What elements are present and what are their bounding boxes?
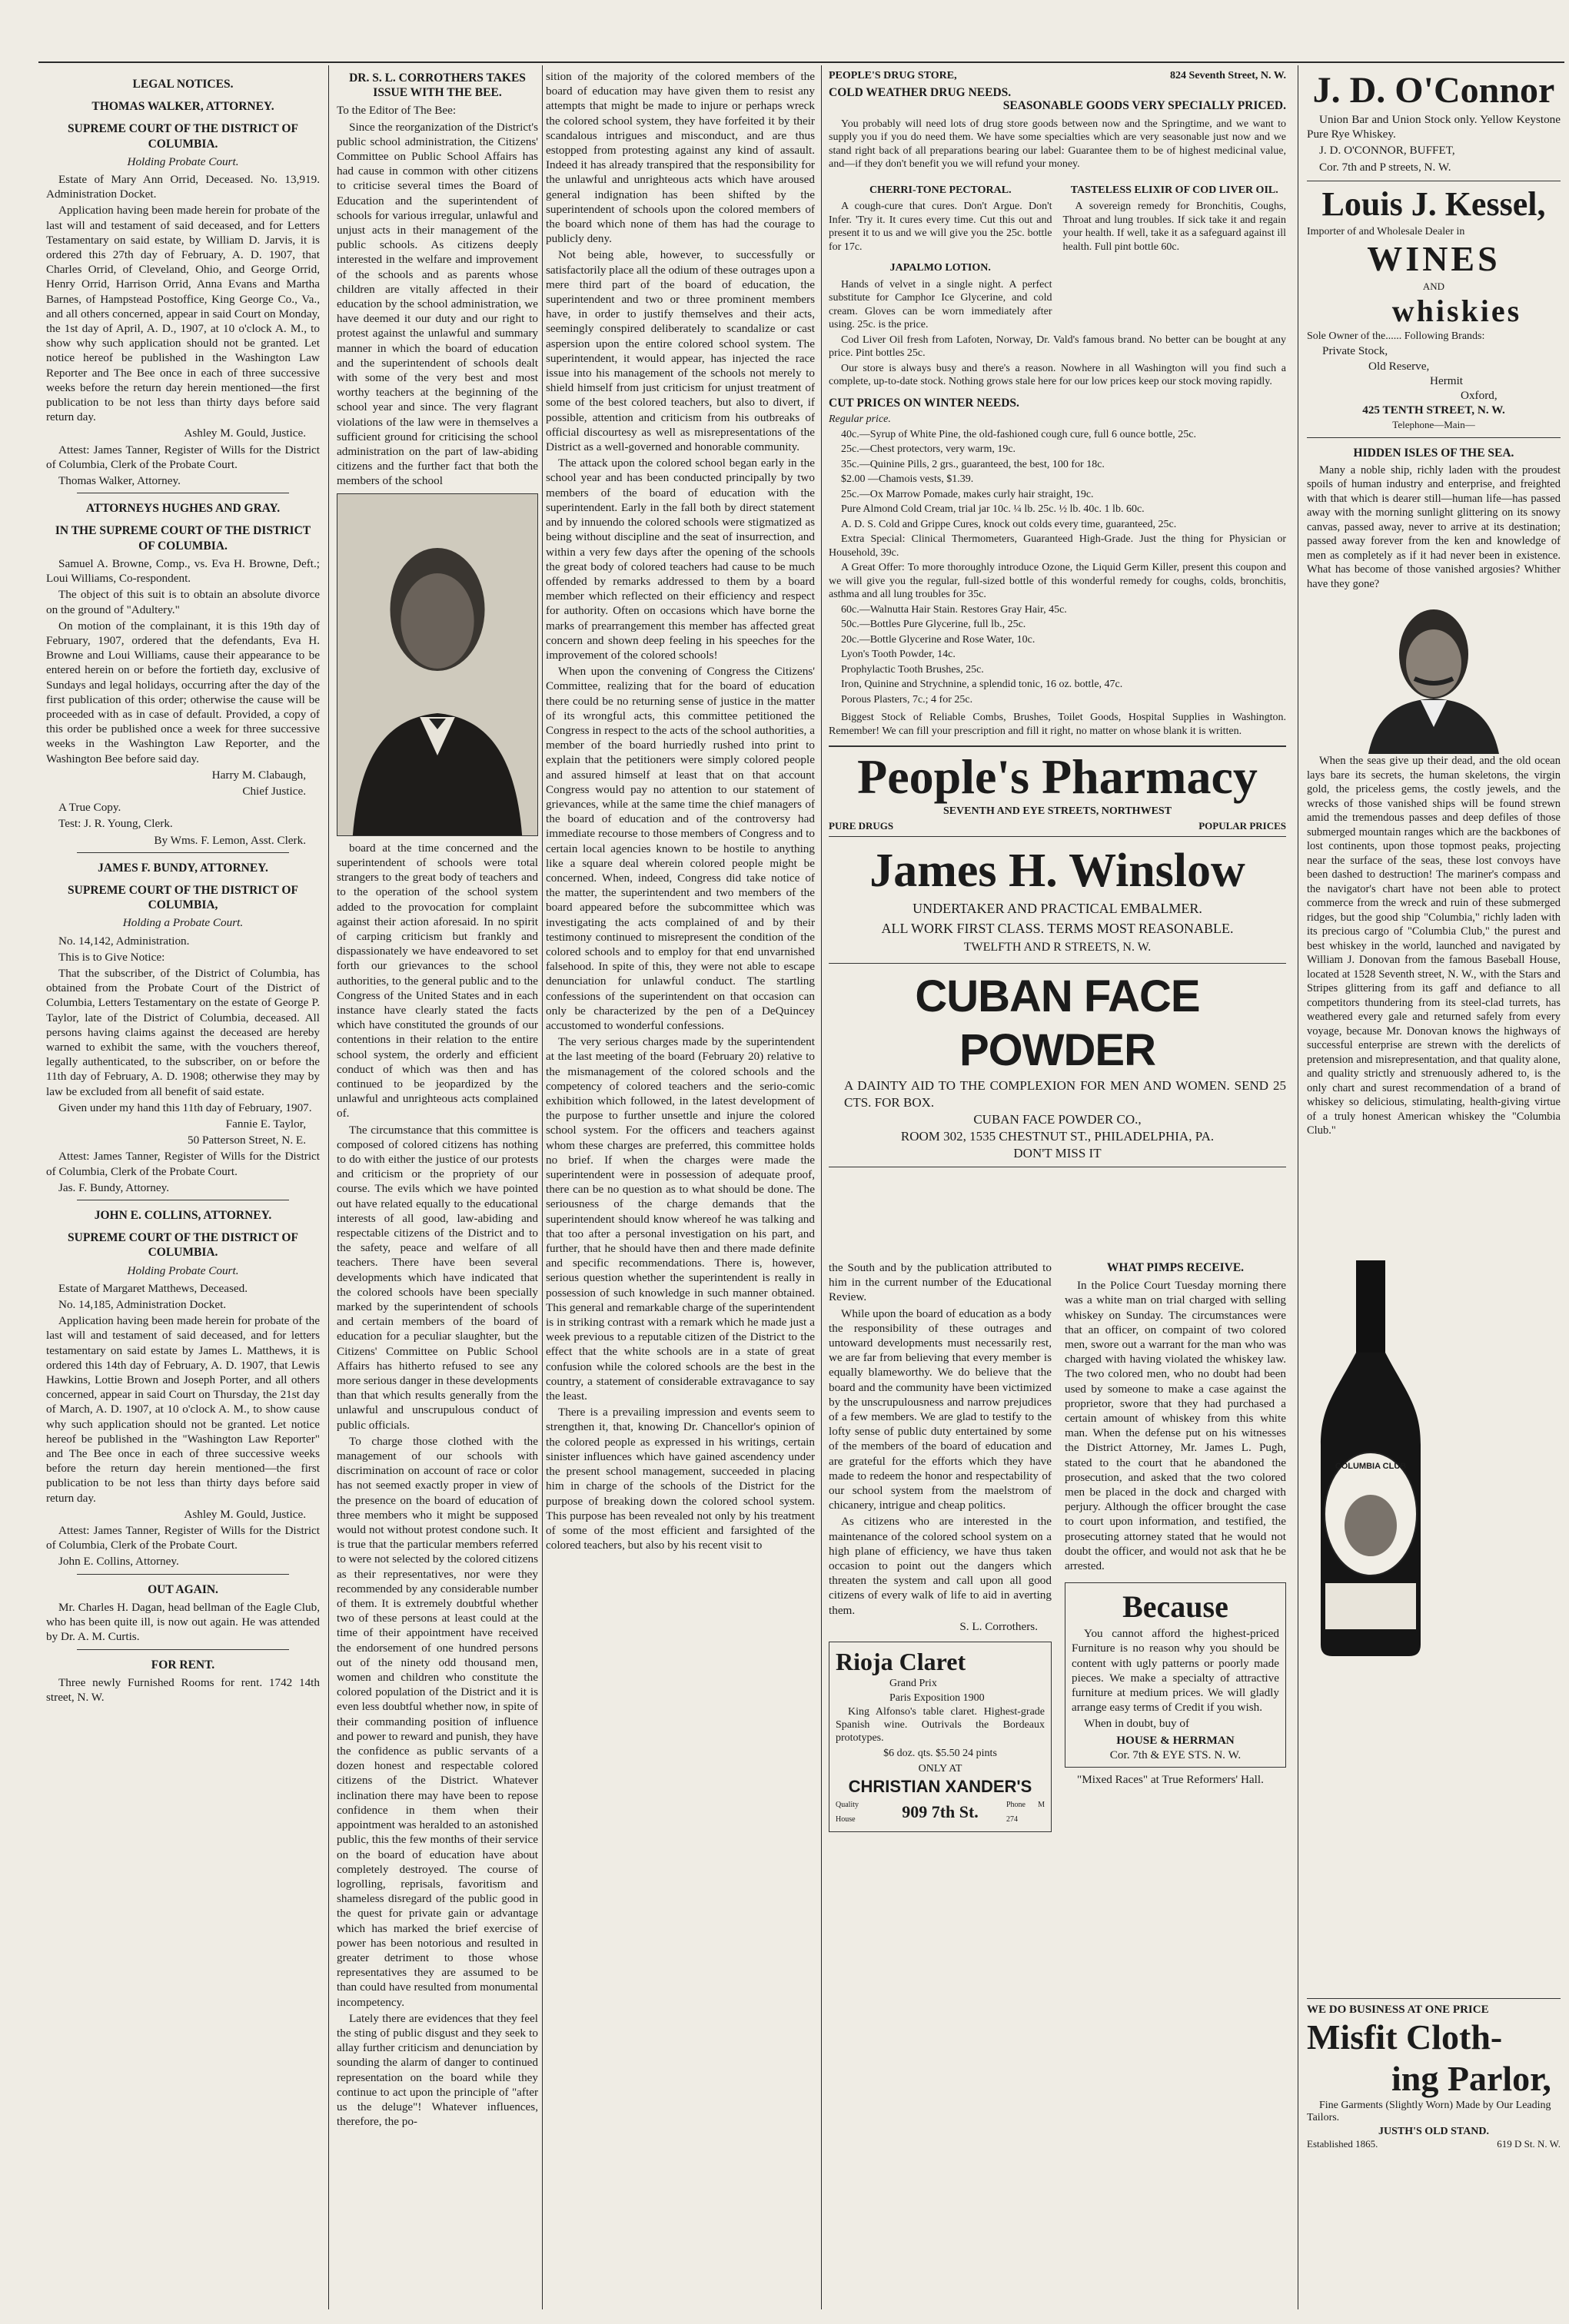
article-paragraph: Not being able, however, to successfully or satisfactorily place all the odium of these outrages upon a mere third part of the board of education, the superintendent and two or three prominent members have, in order to justify themselves and their acts, seemingly conspired deliberately to scandalize or cast aspersion upon the entire colored school system. The superintendent, it would appear, has injected the race issue into his management of the schools not merely to shield himself from just criticism for unjust treatment of some of the best colored teachers, but also to divert, if possible, attention and criticism from his outbreaks of official discourtesy as well as misrepresentations of the District as a well-governed and honorable community. (546, 248, 815, 454)
misfit-address: 619 D St. N. W. (1497, 2138, 1561, 2150)
divider (77, 1574, 289, 1575)
because-store: HOUSE & HERRMAN (1116, 1733, 1235, 1747)
man-portrait-icon (1307, 593, 1561, 754)
pharmacy-address: SEVENTH AND EYE STREETS, NORTHWEST (942, 805, 1172, 817)
article-column-2 (337, 69, 538, 2313)
article-paragraph: Since the reorganization of the District's public school administration, the Citizens' Committee on Public School Affairs has had cause in common with other citizens to criticise several times the Board of Education and the superintendent of schools for various irregular, unlawful and unjust acts in their management of the public schools. As citizens deeply interested in the welfare and improvement of the schools and as parents whose children are vitally affected in their education by the school administration, we have deemed it our duty and our right to protest against the unlawful and summary manner in which the board of education and the superintendent of schools dealt with some of the very best and most worthy teachers at the beginning of the school year and since. The very flagrant violations of the law were in themselves a sufficient ground for criticising the school administration on the part of law-abiding citizens and the further fact that both the members of the school (337, 120, 538, 488)
price-item: 20c.—Bottle Glycerine and Rose Water, 10c. (841, 633, 1035, 646)
bottle-label: COLUMBIA CLUB (1335, 1462, 1407, 1471)
cuban-line: CUBAN FACE POWDER CO., (973, 1112, 1142, 1127)
article-paragraph: As citizens who are interested in the maintenance of the colored school system on a high plane of efficiency, we have thus taken occasion to point out the dangers which threaten the system and call upon all good citizens of every walk of life to aid in averting them. (829, 1515, 1052, 1617)
kessel-brand: Old Reserve, (1368, 359, 1430, 373)
mixed-races-text: "Mixed Races" at True Reformers' Hall. (1077, 1773, 1264, 1787)
price-item: Pure Almond Cold Cream, trial jar 10c. ¼ lb. 25c. ½ lb. 40c. 1 lb. 60c. (841, 503, 1145, 515)
cuban-line: ROOM 302, 1535 CHESTNUT ST., PHILADELPHIA, PA. (900, 1129, 1215, 1144)
price-item: $2.00 —Chamois vests, $1.39. (841, 473, 974, 485)
notice-text: Estate of Mary Ann Orrid, Deceased. No. 13,919. Administration Docket. (46, 173, 320, 201)
kessel-wines: WINES (1367, 239, 1501, 279)
article-headline: DR. S. L. CORROTHERS TAKES ISSUE WITH THE BEE. (349, 71, 526, 100)
cuban-face-powder-ad (829, 968, 1286, 1167)
winslow-name: James H. Winslow (869, 845, 1245, 898)
notice-text: A True Copy. (58, 801, 121, 815)
notice-attorney: JAMES F. BUNDY, ATTORNEY. (98, 861, 268, 875)
article-salutation: To the Editor of The Bee: (337, 104, 457, 118)
article-paragraph: There is a prevailing impression and events seem to strengthen it, that, knowing Dr. Chancellor's opinion of the colored people as expressed in his writings, certain sinister influences which have gained ascendency under the present school management, succeeded in placing him in charge of the schools of the District for the purpose of breaking down the colored school system. This purpose has been revealed not only by his treatment of some of the most efficient and farsighted of the colored teachers, but also by his recent visit to (546, 1406, 815, 1552)
misfit-title: Misfit Cloth- (1307, 2017, 1503, 2057)
pharmacy-right-tag: POPULAR PRICES (1198, 820, 1286, 832)
notice-signature: By Wms. F. Lemon, Asst. Clerk. (154, 833, 306, 847)
misfit-clothing-ad (1307, 1998, 1561, 2311)
notice-court: SUPREME COURT OF THE DISTRICT OF COLUMBIA, (68, 883, 298, 912)
portrait-icon (337, 494, 537, 835)
because-when: When in doubt, buy of (1084, 1717, 1190, 1731)
rioja-claret-ad (829, 1642, 1052, 1832)
article-paragraph: The circumstance that this committee is composed of colored citizens has nothing to do with either the justice of our protests and criticism or the propriety of our course. The evils which we have pointed out have related equally to the educational interests of all good, law-abiding and respectable citizens of the District and to the safety, peace and welfare of all teachers. There have been several developments which have indicated that the colored schools have been specially marked by the superintendent of schools and certain members of the board of education for a peculiar slaughter, but the Citizens' Committee on Public School Affairs has hitherto refused to see any more serious danger in these developments than that which results generally from the unlawful and unscrupulous conduct of public officials. (337, 1123, 538, 1432)
misfit-store: JUSTH'S OLD STAND. (1378, 2126, 1490, 2137)
isles-title: HIDDEN ISLES OF THE SEA. (1353, 446, 1514, 460)
notice-text: Attest: James Tanner, Register of Wills for the District of Columbia, Clerk of the Probate Court. (46, 1524, 320, 1552)
notice-text: Attest: James Tanner, Register of Wills for the District of Columbia, Clerk of the Probate Court. (46, 1150, 320, 1178)
misfit-established: Established 1865. (1307, 2138, 1378, 2150)
notice-text: This is to Give Notice: (58, 950, 165, 964)
article-paragraph: The very serious charges made by the superintendent at the last meeting of the board (February 20) relative to the mismanagement of the colored schools and the competency of colored teachers and the serio-comic exhibition which followed, in the latest development of the purpose to further unsettle and injure the colored school system. For the officers and teachers against whom these charges are preferred, this committee holds no brief. If when the charges were made the superintendent were in possession of adequate proof, there can be no question as to what should be done. The seriousness of the charge demands that the superintendent should know whereof he was talking and that too after a personal investigation on his part, and further, that he should have then and there made definite and specific recommendations. There is, however, serious question whether the superintendent is really in possession of such knowledge in such manner obtained. This general and remarkable charge of the superintendent is in striking contrast with a remark which he made just a week previous to a reputable citizen of the District to the effect that the white schools are in a state of great confusion while the colored schools are the best in the country, a statement of considerable extravagance to say the least. (546, 1035, 815, 1403)
price-item: Porous Plasters, 7c.; 4 for 25c. (841, 693, 973, 706)
notice-text: No. 14,185, Administration Docket. (58, 1298, 227, 1312)
kessel-telephone: Telephone—Main— (1392, 419, 1475, 431)
ads-column-6 (1307, 69, 1561, 2313)
drug-store-ad (829, 69, 1286, 738)
because-address: Cor. 7th & EYE STS. N. W. (1109, 1748, 1242, 1761)
price-item: 25c.—Ox Marrow Pomade, makes curly hair straight, 19c. (841, 488, 1094, 500)
notice-attorney: ATTORNEYS HUGHES AND GRAY. (85, 502, 281, 516)
notice-signature: Chief Justice. (242, 784, 306, 798)
japalmo-title: JAPALMO LOTION. (889, 262, 991, 274)
oconnor-ad (1307, 69, 1561, 181)
kessel-title: Louis J. Kessel, (1321, 184, 1546, 223)
pharmacy-name: People's Pharmacy (857, 749, 1258, 804)
top-rule (38, 61, 1564, 63)
price-item: A. D. S. Cold and Grippe Cures, knock out colds every time, guaranteed, 25c. (841, 518, 1177, 530)
man-portrait (1307, 593, 1561, 754)
article-column-3 (546, 69, 815, 2313)
rioja-line: Paris Exposition 1900 (889, 1692, 985, 1705)
columbia-club-bottle (1313, 1260, 1428, 1660)
article-paragraph: board at the time concerned and the superintendent of schools were total strangers to the great body of teachers and to the operation of the school system added to the provocation for complaint against their action aforesaid. In no spirit of carping criticism but frankly and dispassionately we have endeavored to set forth our grievances to the school authorities, to the general public and to the Congress of the United States and in each instance have clearly stated the facts which have constituted the grounds of our contentions in their relation to the entire school system, the orderly and efficient conduct of which was then and has continued to be jeopardized by the unlawful and unrighteous acts complained of. (337, 841, 538, 1120)
kessel-brand: Private Stock, (1322, 344, 1388, 358)
notice-subhead: Holding Probate Court. (127, 154, 239, 168)
winslow-line: UNDERTAKER AND PRACTICAL EMBALMER. (912, 901, 1202, 917)
rioja-text: King Alfonso's table claret. Highest-grade Spanish wine. Outrivals the Bordeaux prototypes. (836, 1706, 1045, 1745)
kessel-and: AND (1422, 281, 1445, 293)
price-item: Prophylactic Tooth Brushes, 25c. (841, 663, 984, 676)
rioja-title: Rioja Claret (836, 1648, 966, 1676)
kessel-sub: Importer of and Wholesale Dealer in (1307, 225, 1465, 237)
notice-text: Thomas Walker, Attorney. (58, 474, 181, 488)
drug-subheadline: SEASONABLE GOODS VERY SPECIALLY PRICED. (1002, 99, 1286, 112)
misfit-title: ing Parlor, (1391, 2059, 1551, 2098)
notice-text: Samuel A. Browne, Comp., vs. Eva H. Browne, Deft.; Loui Williams, Co-respondent. (46, 556, 320, 586)
pimps-text: In the Police Court Tuesday morning there was a white man on trial charged with selling whiskey on Sunday. The circumstances were that an officer, on compaint of two colored men, swore out a warrant for the man who was charged with having violated the whiskey law. The two colored men, who no doubt had been used by someone to make a case against the proprietor, swore that they had purchased a certain amount of whiskey from this white man. When the defense put on his witnesses the District Attorney, Mr. James L. Pugh, stated to the court that he abandoned the prosecution, and asked that the two colored men be placed in the dock and charged with perjury. Although the officer brought the case to court upon information, and testified, the prosecuting attorney stated that he would not doubt the officer, and would not ask that he be arrested. (1065, 1279, 1286, 1573)
bottle-icon (1313, 1260, 1428, 1660)
isles-text: When the seas give up their dead, and the old ocean lays bare its secrets, the human skeletons, the virgin gold, the priceless gems, the costly jewels, and the wrecks of those vanished ships will be found strewn amid the tremendous passes and deep defiles of those submerged mountain ranges which are the backbones of lost continents, upon those topmost peaks, projecting near the surface of the seas, these lost convoys have been dashed to destruction! The mariner's compass and the navigator's chart have not been able to protect commerce from the wreck and ruin of these submerged ridges, but the good ship "Columbia," richly laden with its precious cargo of "Columbia Club," the purest and best whiskey in the world, launched and navigated by William J. Donovan from the famous Baseball House, located at 1528 Seventh street, N. W., with the Stars and Stripes glittering from its gaff and defiance to all competitors thundering from its steel-clad turrets, has weathered every gale and returned safely from every voyage, because Mr. Donovan knows the highways of successful enterprise are strewn with the derelicts of pretension and misrepresentation, and that quality alone, and quality strictly and strenuously adhered to, is the only chart and surest recommendation of a brand of whiskey so delicious, stimulating, health-giving virtue of a truly honest American whiskey the "Columbia Club." (1307, 755, 1561, 1137)
notice-text: Test: J. R. Young, Clerk. (58, 817, 173, 831)
cherri-tone-title: CHERRI-TONE PECTORAL. (869, 184, 1012, 196)
notice-signature: Ashley M. Gould, Justice. (184, 427, 306, 440)
article-paragraph: the South and by the publication attributed to him in the current number of the Educational Review. (829, 1261, 1052, 1304)
rioja-only: ONLY AT (918, 1762, 962, 1775)
column-rule (821, 65, 822, 2309)
kessel-brand: Oxford, (1461, 389, 1498, 403)
notice-text: Jas. F. Bundy, Attorney. (58, 1180, 170, 1194)
notice-court: IN THE SUPREME COURT OF THE DISTRICT OF COLUMBIA. (55, 524, 311, 553)
notice-text: Attest: James Tanner, Register of Wills for the District of Columbia, Clerk of the Probate Court. (46, 443, 320, 471)
divider (77, 852, 289, 853)
cod-liver-text: Cod Liver Oil fresh from Lafoten, Norway, Dr. Vald's famous brand. No better can be bought at any price. Pint bottles 25c. (829, 334, 1286, 359)
cuban-line: A DAINTY AID TO THE COMPLEXION FOR MEN AND WOMEN. SEND 25 CTS. FOR BOX. (844, 1078, 1286, 1111)
out-again-text: Mr. Charles H. Dagan, head bellman of the Eagle Club, who has been quite ill, is now out again. He was attended by Dr. A. M. Curtis. (46, 1600, 320, 1644)
price-item: Extra Special: Clinical Thermometers, Guaranteed High-Grade. Just the thing for Physician or Household, 39c. (829, 533, 1286, 559)
isles-text: Many a noble ship, richly laden with the proudest spoils of human industry and enterprise, and freighted with that which is dearer still—human life—has passed away with the morning sunlight glittering on its snowy canvas, passed away, never to arrive at its destination; passed away forever from the ken and knowledge of men as completely as if it had never been in existence. What has become of those vanished argosies? Whither have they gone? (1307, 463, 1561, 590)
winslow-line: TWELFTH AND R STREETS, N. W. (963, 941, 1152, 954)
notice-attorney: JOHN E. COLLINS, ATTORNEY. (94, 1209, 272, 1223)
elixir-text: A sovereign remedy for Bronchitis, Coughs, Throat and lung troubles. If sick take it and regain your health. If well, take it as a safeguard against ill health. Full pint bottle 60c. (1062, 201, 1286, 253)
notice-text: That the subscriber, of the District of Columbia, has obtained from the Probate Court of the District of Columbia, Letters Testamentary on the estate of George P. Taylor, late of the District of Columbia, deceased. All persons having claims against the deceased are hereby warned to exhibit the same, with the vouchers thereof, legally authenticated, to the subscriber, on or before the 11th day of February, A. D. 1908; otherwise they may by law be excluded from all benefit of said estate. (46, 966, 320, 1098)
cuban-line: DON'T MISS IT (1013, 1146, 1102, 1161)
rioja-price: $6 doz. qts. $5.50 24 pints (883, 1748, 997, 1760)
cuban-title: CUBAN FACE POWDER (915, 971, 1200, 1076)
article-column-4-lower (829, 1260, 1052, 2321)
price-item: Iron, Quinine and Strychnine, a splendid tonic, 16 oz. bottle, 47c. (841, 679, 1123, 690)
store-text: Our store is always busy and there's a reason. Nowhere in all Washington will you find such a complete, up-to-date stock. Nothing grows stale here for our low prices keep our stock moving rapidly. (829, 362, 1286, 387)
rioja-address: 909 7th St. (902, 1802, 979, 1822)
legal-notices-column (46, 69, 320, 2313)
oconnor-address: Cor. 7th and P streets, N. W. (1319, 160, 1451, 174)
cherri-tone-text: A cough-cure that cures. Don't Argue. Don't Infer. 'Try it. It cures every time. Cut this out and present it to us and we will give you the 25c. bottle for 17c. (829, 201, 1052, 253)
misfit-text: Fine Garments (Slightly Worn) Made by Our Leading Tailors. (1307, 2100, 1551, 2123)
drug-store-name: PEOPLE'S DRUG STORE, (829, 70, 957, 81)
notice-text: Estate of Margaret Matthews, Deceased. (58, 1281, 248, 1295)
oconnor-title: J. D. O'Connor (1312, 70, 1555, 111)
legal-notices-title: LEGAL NOTICES. (132, 78, 234, 91)
column-rule (542, 65, 543, 2309)
notice-text: Given under my hand this 11th day of February, 1907. (58, 1101, 312, 1114)
kessel-brand: Hermit (1430, 374, 1464, 387)
for-rent-title: FOR RENT. (151, 1658, 215, 1672)
notice-court: SUPREME COURT OF THE DISTRICT OF COLUMBIA. (68, 1231, 298, 1260)
article-paragraph: The attack upon the colored school began early in the school year and has been conducted principally by two members of the board of education with the superintendent. Early in the fall both by direct statement and by innuendo the colored schools were stigmatized as being without discipline and the seat of insurrection, and within a very few days after the opening of the schools the great body of colored teachers had cause to be much offended by remarks addressed to them by a board member which reflected on their efficiency and respect for authority. Often on occasions which have borne the marks of prearrangement this member has affected great concern and shown deep feeling in his speeches for the improvement of the colored schools! (546, 456, 815, 662)
pharmacy-left-tag: PURE DRUGS (829, 820, 894, 832)
notice-text: The object of this suit is to obtain an absolute divorce on the ground of "Adultery." (46, 588, 320, 616)
notice-signature: 50 Patterson Street, N. E. (188, 1134, 306, 1147)
rioja-line: Grand Prix (889, 1678, 937, 1690)
notice-attorney: THOMAS WALKER, ATTORNEY. (91, 100, 274, 114)
oconnor-text: Union Bar and Union Stock only. Yellow Keystone Pure Rye Whiskey. (1307, 113, 1561, 141)
rioja-store: CHRISTIAN XANDER'S (848, 1776, 1032, 1796)
column-rule (328, 65, 329, 2309)
article-paragraph: While upon the board of education as a body the responsibility of these outrages and untoward developments must necessarily rest, we are far from believing that every member is equally blameworthy. We do believe that the board and the community have been victimized by the unscrupulousness and narrow prejudices of a few members. We are glad to testify to the lofty sense of public duty entertained by some of the members of the board of education and are grateful for the efforts which they have made to redeem the honor and respectability of our school system from the maelstrom of chicanery, intrigue and cheap politics. (829, 1306, 1052, 1512)
price-item: A Great Offer: To more thoroughly introduce Ozone, the Liquid Germ Killer, present this coupon and we will give you the regular, full-sized bottle of this wonderful remedy for coughs, colds, bronchitis, asthma and all lung troubles for 35c. (829, 562, 1286, 600)
for-rent-text: Three newly Furnished Rooms for rent. 1742 14th street, N. W. (46, 1675, 320, 1704)
pimps-title: WHAT PIMPS RECEIVE. (1106, 1261, 1245, 1274)
notice-text: John E. Collins, Attorney. (58, 1555, 179, 1569)
notice-text: Application having been made herein for probate of the last will and testament of said deceased, and for Letters Testamentary on said estate, by William D. Jarvis, it is ordered this 27th day of February, A. D. 1907, that Charles Orrid, of Cleveland, Ohio, and George Orrid, Henry Orrid, Harrison Orrid, Anna Evans and Martha Barnes, of Hampstead Postoffice, King George Co., Va., and all others concerned, appear in said Court on Monday, the 1st day of April, A. D., 1907, at 10 o'clock A. M., to show why such application should not be granted. Let notice hereof be published in the Washington Law Reporter and The Bee once in each of three successive weeks before the return day herein mentioned—the first publication to be not less than thirty days before said return day. (46, 204, 320, 424)
drug-store-address: 824 Seventh Street, N. W. (1169, 70, 1286, 81)
notice-signature: Harry M. Clabaugh, (211, 768, 306, 782)
price-item: 25c.—Chest protectors, very warm, 19c. (841, 443, 1016, 455)
kessel-whiskies: whiskies (1391, 294, 1522, 329)
article-paragraph: sition of the majority of the colored members of the board of education may have given them to resist any attempts that might be made to injure or perhaps wreck the colored school system, they have forfeited it by their scandalous intrigues and misconduct, and are thus estopped from protesting against any kind of assault. Indeed it has already transpired that the responsibility for the unlawful and unrighteous acts which have aroused general indignation has been shifted by the superintendent of schools upon the colored members of the board which none of them has had the courage to publicly deny. (546, 70, 815, 246)
article-signature: S. L. Corrothers. (959, 1619, 1038, 1633)
article-paragraph: Lately there are evidences that they feel the sting of public disgust and they seek to allay further criticism and denunciation by sounding the alarm of danger to continued representation on the board while they continue to act upon the principle of "after us the deluge"! Whatever influences, therefore, the po- (337, 2011, 538, 2129)
price-item: Lyon's Tooth Powder, 14c. (841, 649, 956, 660)
misfit-head: WE DO BUSINESS AT ONE PRICE (1307, 2004, 1489, 2016)
portrait-illustration (337, 493, 538, 836)
price-item: 40c.—Syrup of White Pine, the old-fashioned cough cure, full 6 ounce bottle, 25c. (841, 428, 1197, 440)
notice-signature: Fannie E. Taylor, (225, 1117, 306, 1130)
peoples-pharmacy-ad (829, 745, 1286, 837)
out-again-title: OUT AGAIN. (148, 1582, 218, 1596)
price-item: 50c.—Bottles Pure Glycerine, full lb., 25c. (841, 619, 1026, 630)
rioja-quality: Quality House (836, 1800, 859, 1824)
article-paragraph: When upon the convening of Congress the Citizens' Committee, realizing that for the board of education there could be no returning sense of justice in the matter of its wrongful acts, this committee petitioned the Congress in respect to the acts of the school authorities, a member of the board hurriedly rushed into print to explain that the petitioners were simply colored people and assured himself at least that on that account Congress would pay no attention to our statement of grievances, while at the same time the chief managers of the board of education and of the controversy had immediate recourse to those members of Congress and to certain local agencies known to be hostile to anything like a square deal wherein colored people might be concerned. When, indeed, Congress did take notice of the matter, the superintendent and two members of the board appeared before the subcommittee which was investigating the acts complained of and by their testimony continued to misrepresent the condition of the colored schools and to employ for that end unvarnished falsehood. In spite of this, they were not able to escape denunciation for unlawful conduct. The startling confessions of the superintendent on that occasion can only be characterized by the pen of a DeQuincey accustomed to wonderful confessions. (546, 665, 815, 1032)
cut-prices-headline: CUT PRICES ON WINTER NEEDS. (829, 396, 1019, 410)
notice-subhead: Holding a Probate Court. (122, 916, 244, 930)
regular-price-label: Regular price. (829, 413, 891, 425)
price-item: 35c.—Quinine Pills, 2 grs., guaranteed, the best, 100 for 18c. (841, 458, 1105, 470)
because-ad (1065, 1582, 1286, 1768)
notice-court: SUPREME COURT OF THE DISTRICT OF COLUMBIA. (68, 122, 298, 151)
drug-headline: COLD WEATHER DRUG NEEDS. (829, 85, 1012, 99)
winslow-ad (829, 842, 1286, 964)
oconnor-name: J. D. O'CONNOR, BUFFET, (1319, 144, 1455, 158)
kessel-ad (1307, 181, 1561, 438)
price-item: 60c.—Walnutta Hair Stain. Restores Gray Hair, 45c. (841, 603, 1067, 616)
notice-text: Application having been made herein for probate of the last will and testament of said deceased, and for letters testamentary on said estate by James L. Matthews, it is ordered this 14th day of February, A. D. 1907, that Lewis Hawkins, Lottie Brown and Joseph Porter, and all others concerned, appear in said Court on Thursday, the 21st day of March, A. D. 1907, at 10 o'clock A. M., to show cause why such application should not be granted. Let notice hereof be published in the "Washington Law Reporter" and The Bee once in each of three successive weeks before the return day herein mentioned—the first publication to be not less than thirty days before said return day. (46, 1314, 320, 1505)
divider (77, 1649, 289, 1650)
price-list (829, 428, 1286, 707)
rioja-phone: Phone M 274 (1006, 1800, 1045, 1824)
drug-intro: You probably will need lots of drug store goods between now and the Springtime, and we want to supply you if you do need them. We have some specialties which are very seasonable just now and we stand right back of all preparations bearing our label: Guarantee them to be of highest medicinal value, and—if they don't benefit you we will refund your money. (829, 118, 1286, 170)
article-column-5-lower (1065, 1260, 1286, 2321)
because-text: You cannot afford the highest-priced Furniture is no reason why you should be content with ugly patterns or poorly made pieces. We make a specialty of attractive furniture at medium prices. We will gladly arrange easy terms of Credit if you wish. (1072, 1627, 1279, 1715)
winslow-line: ALL WORK FIRST CLASS. TERMS MOST REASONABLE. (881, 921, 1234, 937)
notice-text: No. 14,142, Administration. (58, 934, 190, 948)
because-title: Because (1122, 1589, 1228, 1625)
ads-block (829, 69, 1286, 1260)
kessel-address: 425 TENTH STREET, N. W. (1362, 403, 1505, 417)
notice-subhead: Holding Probate Court. (127, 1263, 239, 1277)
article-paragraph: To charge those clothed with the management of our schools with discrimination on account of race or color has not seemed exactly proper in view of the presence on the board of education of three members who it might be supposed would not without protest condone such. It is true that the particular members referred to were not selected by the colored citizens as their representatives, nor were they recommended by any considerable number of them. It is extremely doubtful whether two of these persons at least could at the time of their appointment have received the endorsement of one hundred persons out of the ninety odd thousand men, women and children who constitute the colored population of the District and it is even less doubtful whether now, in spite of their commanding position of influence and power to reward and punish, they have the confidence as public servants of a dozen honest and respectable colored citizens of the District. Whatever inclination there may have been to repose confidence in them when their appointment was heralded to an astonished public, this the few months of their service on the board of education have about completely destroyed. The course of logrolling, reprisals, favoritism and shameless disregard of the public good in the quest for private gain or advantage which has marked the brief exercise of power has been notorious and resulted in greater detriment to those whose representatives they are assumed to be than could have resulted from monumental incompetency. (337, 1434, 538, 2009)
drug-footer: Biggest Stock of Reliable Combs, Brushes, Toilet Goods, Hospital Supplies in Washington. Remember! We can fill your prescription and fill it right, no matter on whose blank it is written. (829, 712, 1286, 737)
kessel-owner: Sole Owner of the...... Following Brands: (1307, 330, 1485, 343)
japalmo-text: Hands of velvet in a single night. A perfect substitute for Camphor Ice Glycerine, and cold cream. Gloves can be worn immediately after using. 25c. is the price. (829, 278, 1052, 330)
elixir-title: TASTELESS ELIXIR OF COD LIVER OIL. (1070, 184, 1278, 196)
notice-text: On motion of the complainant, it is this 19th day of February, 1907, ordered that the defendants, Eva H. Browne and Loui Williams, cause their appearance to be entered herein on or before the fortieth day, exclusive of Sundays and legal holidays, occurring after the day of the first publication of this order; otherwise the cause will be proceeded with as in case of default. Provided, a copy of this order be published once a week for three successive weeks in the Washington Law Reporter, and the Washington Bee before said day. (46, 619, 320, 765)
notice-signature: Ashley M. Gould, Justice. (184, 1507, 306, 1521)
